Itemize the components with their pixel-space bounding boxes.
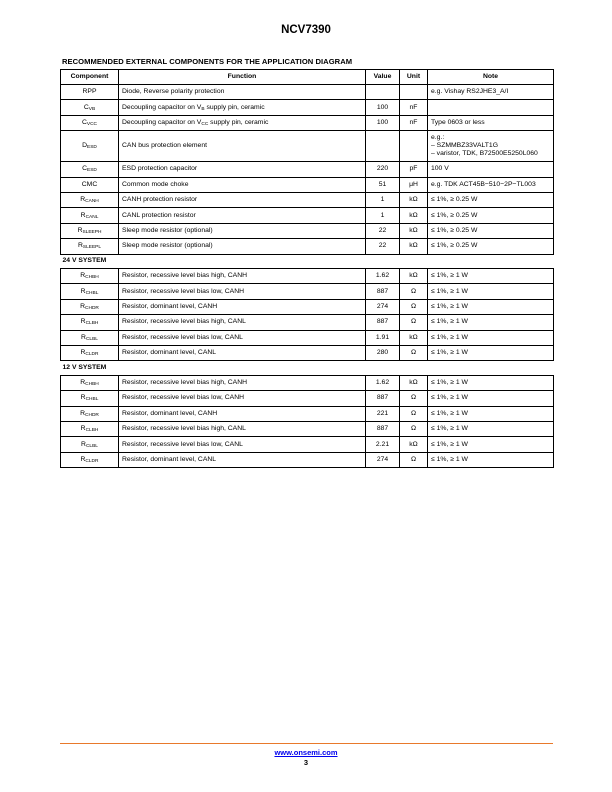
function-cell: [119, 192, 366, 207]
unit-cell: kΩ: [400, 208, 428, 223]
table-row: [61, 208, 554, 223]
value-cell: 887: [366, 315, 400, 330]
value-cell: 887: [366, 422, 400, 437]
function-cell: [119, 330, 366, 345]
note-cell: [428, 391, 554, 406]
value-cell: 22: [366, 239, 400, 254]
note-cell: [428, 208, 554, 223]
function-text: Sleep mode resistor (optional): [122, 226, 213, 234]
note-text: ≤ 1%, ≥ 1 W: [431, 409, 468, 417]
note-text: ≤ 1%, ≥ 1 W: [431, 272, 468, 280]
component-subscript: VB: [88, 106, 96, 112]
note-text: ≤ 1%, ≥ 1 W: [431, 287, 468, 295]
component-subscript: SLEEPL: [82, 245, 102, 251]
note-text: ≤ 1%, ≥ 0.25 W: [431, 242, 478, 250]
note-line: – varistor, TDK, B72500E5250L060: [431, 150, 538, 158]
value-cell: 220: [366, 162, 400, 177]
value-cell: 274: [366, 452, 400, 467]
note-text: 100 V: [431, 165, 449, 173]
function-cell: [119, 131, 366, 162]
function-cell: [119, 239, 366, 254]
table-row: [61, 452, 554, 467]
note-text: ≤ 1%, ≥ 1 W: [431, 394, 468, 402]
component-subscript: ESD: [87, 145, 97, 151]
unit-cell: Ω: [400, 315, 428, 330]
function-text: Resistor, dominant level, CANH: [122, 302, 218, 310]
component-subscript: CLDR: [85, 459, 99, 464]
table-row: [61, 375, 554, 390]
function-cell: [119, 437, 366, 452]
function-cell: [119, 315, 366, 330]
component-subscript: SLEEPH: [82, 229, 102, 235]
component-subscript: CHBL: [85, 397, 99, 403]
component-symbol: D: [82, 142, 88, 150]
component-cell: [61, 299, 119, 314]
unit-cell: kΩ: [400, 375, 428, 390]
value-cell: 2.21: [366, 437, 400, 452]
page-number: 3: [303, 758, 309, 767]
note-cell: [428, 437, 554, 452]
note-text: ≤ 1%, ≥ 1 W: [431, 440, 468, 448]
section-label: 24 V SYSTEM: [61, 254, 554, 269]
value-cell: 221: [366, 406, 400, 421]
function-cell: [119, 177, 366, 192]
note-text: ≤ 1%, ≥ 1 W: [431, 349, 468, 357]
note-cell: [428, 131, 554, 162]
function-text: Resistor, recessive level bias high, CANL: [122, 318, 246, 326]
unit-cell: [400, 131, 428, 162]
component-symbol: R: [80, 456, 86, 463]
component-cell: [61, 315, 119, 330]
function-text: Sleep mode resistor (optional): [122, 242, 213, 250]
component-symbol: C: [82, 165, 88, 173]
component-subscript: CLDR: [85, 352, 99, 358]
unit-cell: kΩ: [400, 437, 428, 452]
column-header-unit: Unit: [400, 70, 428, 85]
component-cell: [61, 85, 119, 100]
unit-cell: kΩ: [400, 192, 428, 207]
unit-cell: kΩ: [400, 269, 428, 284]
component-symbol: R: [80, 394, 86, 402]
table-row: [61, 406, 554, 421]
value-cell: 1.91: [366, 330, 400, 345]
component-subscript: CLBL: [85, 443, 98, 449]
function-cell: [119, 375, 366, 390]
note-cell: [428, 330, 554, 345]
note-cell: [428, 115, 554, 130]
function-text: Diode, Reverse polarity protection: [122, 88, 225, 96]
component-subscript: VCC: [86, 121, 98, 127]
function-text: Resistor, recessive level bias low, CANL: [122, 333, 243, 341]
unit-cell: Ω: [400, 299, 428, 314]
note-text: ≤ 1%, ≥ 1 W: [431, 425, 468, 433]
component-symbol: C: [83, 103, 89, 111]
footer-website-link[interactable]: www.onsemi.com: [274, 748, 338, 757]
value-cell: 22: [366, 223, 400, 238]
value-cell: 280: [366, 345, 400, 360]
component-symbol: C: [81, 118, 87, 126]
function-text: Resistor, recessive level bias low, CANH: [122, 394, 245, 402]
section-header-row: [61, 254, 554, 269]
note-cell: [428, 406, 554, 421]
note-cell: [428, 299, 554, 314]
component-symbol: R: [80, 302, 86, 310]
component-cell: [61, 406, 119, 421]
unit-cell: Ω: [400, 391, 428, 406]
note-cell: [428, 422, 554, 437]
component-cell: [61, 422, 119, 437]
note-text: ≤ 1%, ≥ 0.25 W: [431, 226, 478, 234]
note-text: ≤ 1%, ≥ 1 W: [431, 302, 468, 310]
table-row: [61, 330, 554, 345]
component-symbol: R: [80, 379, 86, 387]
table-row: [61, 437, 554, 452]
function-cell: [119, 223, 366, 238]
table-body: [61, 85, 554, 468]
function-text: Resistor, recessive level bias high, CANH: [122, 272, 248, 280]
component-cell: [61, 131, 119, 162]
function-text: Resistor, dominant level, CANL: [122, 349, 217, 357]
value-cell: 887: [366, 391, 400, 406]
function-cell: [119, 100, 366, 115]
note-text: ≤ 1%, ≥ 1 W: [431, 456, 468, 463]
note-cell: [428, 223, 554, 238]
component-cell: [61, 269, 119, 284]
column-header-function: Function: [119, 70, 366, 85]
note-cell: [428, 345, 554, 360]
note-cell: [428, 284, 554, 299]
component-cell: [61, 239, 119, 254]
note-cell: [428, 375, 554, 390]
table-row: [61, 269, 554, 284]
component-subscript: ESD: [87, 168, 97, 174]
value-cell: [366, 85, 400, 100]
component-subscript: CHBH: [85, 382, 99, 388]
note-text: ≤ 1%, ≥ 1 W: [431, 333, 468, 341]
note-text: e.g.:: [431, 134, 445, 142]
note-line: – SZMMBZ33VALT1G: [431, 142, 498, 150]
column-header-note: Note: [428, 70, 554, 85]
function-cell: [119, 269, 366, 284]
function-text: Decoupling capacitor on V: [122, 118, 202, 126]
function-cell: [119, 299, 366, 314]
unit-cell: Ω: [400, 452, 428, 467]
function-cell: [119, 391, 366, 406]
component-cell: [61, 437, 119, 452]
section-header-row: [61, 361, 554, 376]
table-row: [61, 345, 554, 360]
component-cell: [61, 284, 119, 299]
component-subscript: CLBH: [85, 428, 99, 434]
table-row: [61, 315, 554, 330]
component-cell: [61, 330, 119, 345]
table-row: [61, 284, 554, 299]
unit-cell: nF: [400, 100, 428, 115]
unit-cell: [400, 85, 428, 100]
function-text: Decoupling capacitor on V: [122, 103, 202, 111]
component-cell: [61, 100, 119, 115]
component-subscript: CANH: [85, 199, 99, 205]
column-header-value: Value: [366, 70, 400, 85]
function-text: Resistor, dominant level, CANH: [122, 409, 218, 417]
note-text: e.g. Vishay RS2JHE3_A/I: [431, 88, 509, 96]
table-row: [61, 239, 554, 254]
component-symbol: R: [80, 409, 86, 417]
table-row: [61, 85, 554, 100]
component-cell: [61, 162, 119, 177]
function-text-tail: supply pin, ceramic: [208, 118, 269, 126]
value-cell: 1: [366, 208, 400, 223]
component-symbol: R: [77, 242, 83, 250]
note-text: ≤ 1%, ≥ 1 W: [431, 379, 468, 387]
function-text-tail: supply pin, ceramic: [204, 103, 265, 111]
unit-cell: kΩ: [400, 223, 428, 238]
value-cell: [366, 131, 400, 162]
value-cell: 887: [366, 284, 400, 299]
footer-divider: [60, 743, 553, 744]
table-row: [61, 223, 554, 238]
unit-cell: Ω: [400, 345, 428, 360]
unit-cell: Ω: [400, 284, 428, 299]
component-symbol: R: [81, 440, 86, 448]
note-cell: [428, 177, 554, 192]
note-cell: [428, 192, 554, 207]
note-text: Type 0603 or less: [431, 118, 485, 126]
component-subscript: CLBH: [85, 321, 99, 327]
function-text: CAN bus protection element: [122, 142, 208, 150]
value-cell: 100: [366, 100, 400, 115]
function-text: Resistor, dominant level, CANL: [122, 456, 217, 463]
component-subscript: CHBL: [85, 290, 99, 296]
component-symbol: CMC: [81, 180, 98, 188]
table-title: RECOMMENDED EXTERNAL COMPONENTS FOR THE APPLICATION DIAGRAM: [62, 57, 353, 66]
function-cell: [119, 345, 366, 360]
unit-cell: nF: [400, 115, 428, 130]
note-cell: [428, 162, 554, 177]
table-row: [61, 391, 554, 406]
component-cell: [61, 192, 119, 207]
value-cell: 274: [366, 299, 400, 314]
component-subscript: CHDR: [85, 412, 99, 418]
function-cell: [119, 422, 366, 437]
component-subscript: CANL: [85, 214, 99, 220]
table-row: [61, 115, 554, 130]
column-header-component: Component: [61, 70, 119, 85]
function-cell: [119, 284, 366, 299]
table-row: [61, 131, 554, 162]
value-cell: 1.62: [366, 269, 400, 284]
component-cell: [61, 115, 119, 130]
section-label: 12 V SYSTEM: [61, 361, 554, 376]
table-header-row: [61, 70, 554, 85]
component-symbol: R: [80, 318, 86, 326]
function-subscript: B: [201, 106, 205, 112]
component-cell: [61, 208, 119, 223]
component-symbol: R: [80, 349, 86, 357]
component-symbol: R: [80, 196, 86, 204]
component-subscript: CLBL: [85, 336, 98, 342]
value-cell: 1.62: [366, 375, 400, 390]
note-text: ≤ 1%, ≥ 0.25 W: [431, 211, 478, 219]
document-title: NCV7390: [281, 24, 331, 36]
component-symbol: R: [80, 211, 86, 219]
unit-cell: Ω: [400, 406, 428, 421]
function-text: CANL protection resistor: [122, 211, 196, 219]
component-cell: [61, 345, 119, 360]
component-symbol: R: [80, 272, 86, 280]
component-cell: [61, 391, 119, 406]
unit-cell: pF: [400, 162, 428, 177]
function-text: ESD protection capacitor: [122, 165, 198, 173]
note-cell: [428, 452, 554, 467]
table-row: [61, 299, 554, 314]
component-symbol: R: [80, 287, 86, 295]
function-cell: [119, 406, 366, 421]
unit-cell: kΩ: [400, 239, 428, 254]
unit-cell: kΩ: [400, 330, 428, 345]
unit-cell: μH: [400, 177, 428, 192]
component-cell: [61, 452, 119, 467]
function-subscript: CC: [201, 121, 209, 127]
table-row: [61, 162, 554, 177]
table-row: [61, 192, 554, 207]
function-cell: [119, 85, 366, 100]
function-text: Common mode choke: [122, 180, 189, 188]
value-cell: 1: [366, 192, 400, 207]
components-table: [60, 69, 554, 468]
function-text: Resistor, recessive level bias low, CANH: [122, 287, 245, 295]
function-text: Resistor, recessive level bias low, CANL: [122, 440, 243, 448]
note-cell: [428, 100, 554, 115]
component-cell: [61, 177, 119, 192]
component-cell: [61, 375, 119, 390]
note-cell: [428, 269, 554, 284]
function-cell: [119, 162, 366, 177]
function-text: Resistor, recessive level bias high, CANL: [122, 425, 246, 433]
unit-cell: Ω: [400, 422, 428, 437]
value-cell: 100: [366, 115, 400, 130]
component-symbol: R: [81, 333, 86, 341]
function-cell: [119, 115, 366, 130]
note-text: ≤ 1%, ≥ 1 W: [431, 318, 468, 326]
component-symbol: R: [80, 425, 86, 433]
note-cell: [428, 85, 554, 100]
component-subscript: CHBH: [85, 275, 99, 281]
function-cell: [119, 452, 366, 467]
function-text: CANH protection resistor: [122, 196, 198, 204]
component-cell: [61, 223, 119, 238]
note-cell: [428, 315, 554, 330]
note-text: ≤ 1%, ≥ 0.25 W: [431, 196, 478, 204]
function-text: Resistor, recessive level bias high, CANH: [122, 379, 248, 387]
component-subscript: CHDR: [85, 305, 99, 311]
table-row: [61, 422, 554, 437]
component-symbol: R: [77, 226, 83, 234]
component-symbol: RPP: [82, 88, 97, 96]
value-cell: 51: [366, 177, 400, 192]
function-cell: [119, 208, 366, 223]
table-row: [61, 100, 554, 115]
note-text: e.g. TDK ACT45B−510−2P−TL003: [431, 180, 536, 188]
table-row: [61, 177, 554, 192]
note-cell: [428, 239, 554, 254]
